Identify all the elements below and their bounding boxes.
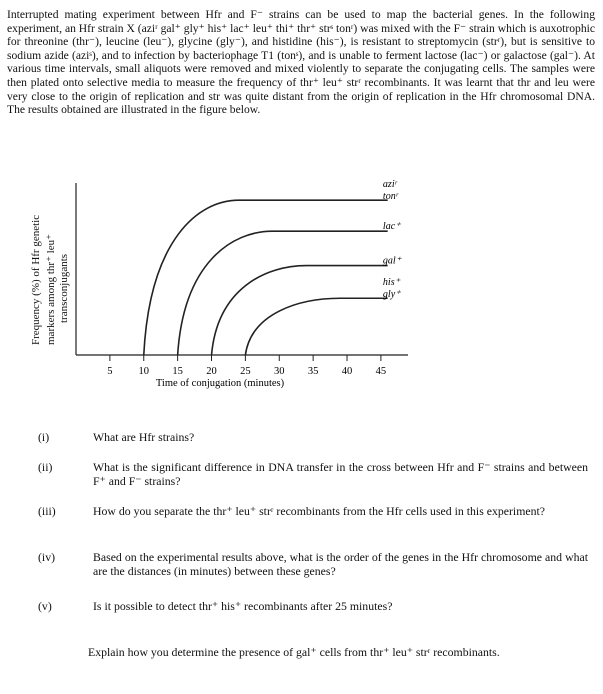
question-text: Explain how you determine the presence of gal⁺ cells from thr⁺ leu⁺ strʳ recombinants.: [88, 645, 500, 659]
x-tick-label: 40: [341, 366, 353, 377]
x-tick-label: 45: [375, 366, 387, 377]
question-text: How do you separate the thr⁺ leu⁺ strʳ recombinants from the Hfr cells used in this experiment?: [93, 504, 546, 518]
x-tick-label: 30: [274, 366, 285, 377]
question-number: (iii): [38, 504, 56, 518]
question-text: What are Hfr strains?: [93, 430, 195, 444]
series-label: aziʳ: [382, 179, 397, 191]
x-tick-label: 25: [240, 366, 251, 377]
question-number: (v): [38, 599, 52, 613]
series-label: gly⁺: [382, 289, 401, 301]
question-number: (ii): [38, 460, 53, 474]
series-label: his⁺: [382, 277, 400, 289]
question-text: Based on the experimental results above, what is the order of the genes in the Hfr chromosome and what are the distances (in minutes) between these genes?: [93, 550, 588, 578]
y-axis-label-line-1: Frequency (%) of Hfr genetic: [30, 214, 42, 345]
question-text: What is the significant difference in DNA transfer in the cross between Hfr and F⁻ strains and between F⁺ and F⁻ strains?: [93, 460, 588, 488]
y-axis-label-line-2: markers among thr⁺ leu⁺: [45, 234, 57, 345]
series-line: [212, 266, 388, 355]
x-axis-label: Time of conjugation (minutes): [155, 378, 285, 389]
question-number: (iv): [38, 550, 56, 564]
x-tick-label: 35: [307, 366, 319, 377]
x-tick-label: 15: [172, 366, 183, 377]
question-text: Is it possible to detect thr⁺ his⁺ recombinants after 25 minutes?: [93, 599, 393, 613]
series-label: lac⁺: [382, 221, 401, 233]
series-label: gal⁺: [382, 255, 401, 267]
intro-paragraph: Interrupted mating experiment between Hfr and F⁻ strains can be used to map the bacterial genes. In the following experiment, an Hfr strain X (aziʳ gal⁺ gly⁺ his⁺ lac⁺ leu⁺ thi⁺ thr⁺ strˢ tonʳ) was mixed with the F⁻ strain which is auxotrophic for threonine (thr⁻), leucine (leu⁻), glycine (gly⁻), and histidine (his⁻), is resistant to streptomycin (strʳ), but is sensitive to sodium azide (aziˢ), and to infection by bacteriophage T1 (tonˢ), and is unable to ferment lactose (lac⁻) or galactose (gal⁻). At various time intervals, small aliquots were removed and mixed violently to separate the conjugating cells. The samples were then plated onto selective media to measure the frequency of thr⁺ leu⁺ strʳ recombinants. It was learnt that thr and leu were very close to the origin of replication and str was quite distant from the origin of replication in the Hfr chromosomal DNA. The results obtained are illustrated in the figure below.: [7, 8, 595, 117]
gene-transfer-chart: [0, 175, 603, 405]
series-label: tonʳ: [382, 191, 398, 203]
series-line: [245, 298, 387, 355]
y-axis-label-line-3: transconjugants: [58, 253, 70, 323]
series-line: [178, 231, 388, 355]
chart-svg: [0, 175, 603, 405]
x-tick-label: 5: [107, 366, 113, 377]
x-tick-label: 20: [206, 366, 217, 377]
question-number: (i): [38, 430, 50, 444]
x-tick-label: 10: [138, 366, 150, 377]
